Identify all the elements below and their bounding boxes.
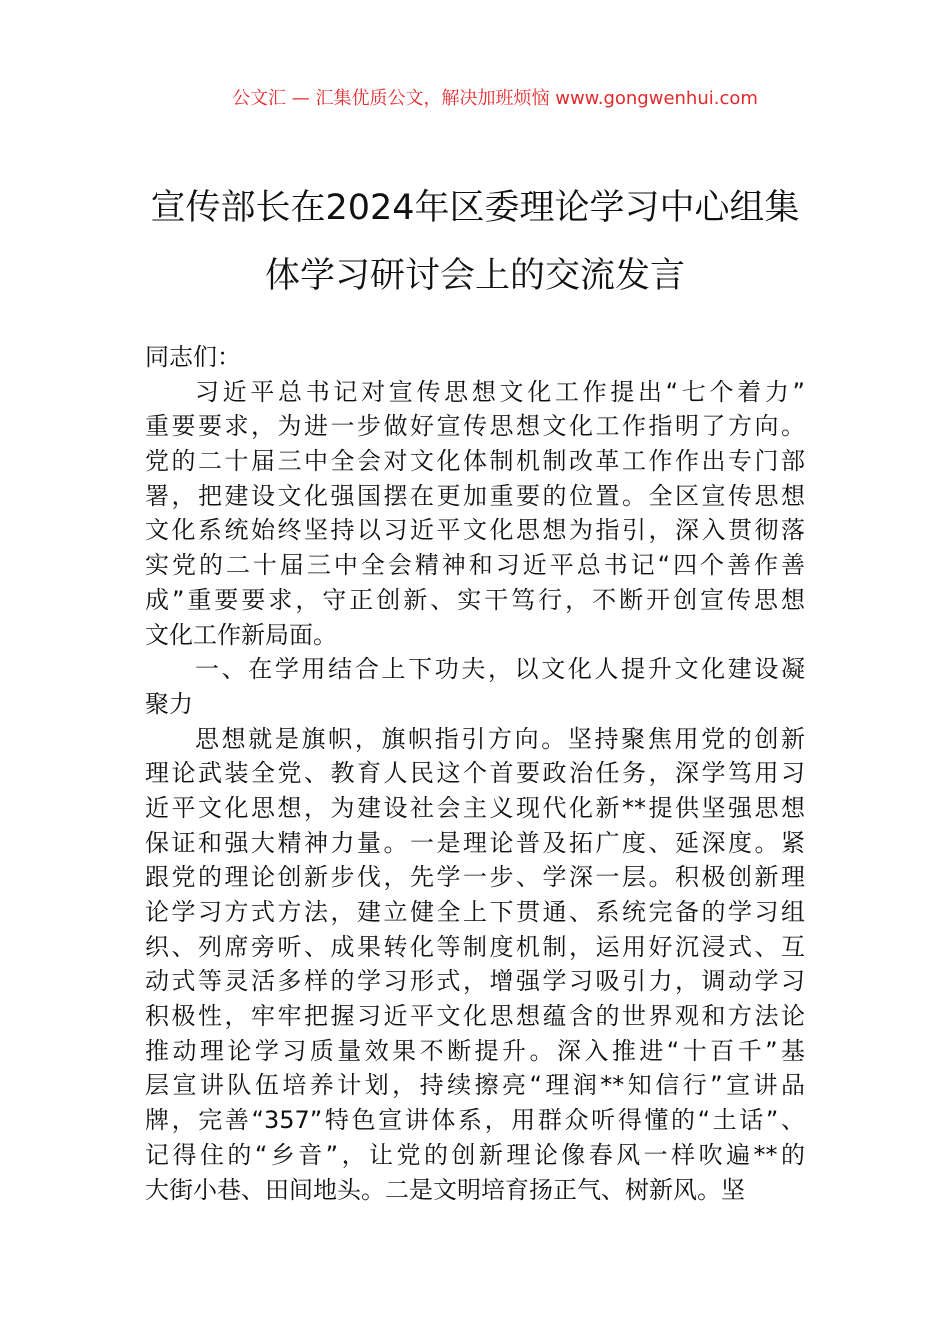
paragraph xyxy=(145,375,805,653)
text-line: 文化系统始终坚持以习近平文化思想为指引，深入贯彻落 xyxy=(145,516,805,545)
text-line: 署，把建设文化强国摆在更加重要的位置。全区宣传思想 xyxy=(145,481,805,510)
text-line: 实党的二十届三中全会精神和习近平总书记“四个善作善 xyxy=(145,551,805,580)
text-line: 思想就是旗帜，旗帜指引方向。坚持聚焦用党的创新 xyxy=(195,724,805,753)
document-body xyxy=(145,340,805,1207)
text-line: 牌，完善“357”特色宣讲体系，用群众听得懂的“土话”、 xyxy=(145,1106,805,1135)
text-line: 成”重要要求，守正创新、实干笃行，不断开创宣传思想 xyxy=(145,585,805,614)
text-line: 织、列席旁听、成果转化等制度机制，运用好沉浸式、互 xyxy=(145,932,805,961)
text-line: 文化工作新局面。 xyxy=(145,620,337,649)
text-line: 近平文化思想，为建设社会主义现代化新**提供坚强思想 xyxy=(145,793,805,822)
document-title-line-1: 宣传部长在2024年区委理论学习中心组集 xyxy=(150,188,800,228)
paragraph xyxy=(145,722,805,1208)
text-line: 习近平总书记对宣传思想文化工作提出“七个着力” xyxy=(195,377,805,406)
section-heading xyxy=(145,652,805,721)
salutation: 同志们： xyxy=(145,343,241,371)
text-line: 聚力 xyxy=(145,689,193,718)
text-line: 重要要求，为进一步做好宣传思想文化工作指明了方向。 xyxy=(145,412,805,441)
watermark-header: 公文汇 — 汇集优质公文，解决加班烦恼 www.gongwenhui.com xyxy=(232,88,758,109)
text-line: 保证和强大精神力量。一是理论普及拓广度、延深度。紧 xyxy=(145,828,805,857)
text-line: 跟党的理论创新步伐，先学一步、学深一层。积极创新理 xyxy=(145,863,805,892)
document-title-line-2: 体学习研讨会上的交流发言 xyxy=(264,256,685,296)
text-line: 一、在学用结合上下功夫，以文化人提升文化建设凝 xyxy=(195,655,805,684)
text-line: 党的二十届三中全会对文化体制机制改革工作作出专门部 xyxy=(145,447,805,476)
text-line: 大街小巷、田间地头。二是文明培育扬正气、树新风。坚 xyxy=(145,1175,745,1204)
text-line: 动式等灵活多样的学习形式，增强学习吸引力，调动学习 xyxy=(145,967,805,996)
text-line: 理论武装全党、教育人民这个首要政治任务，深学笃用习 xyxy=(145,759,805,788)
text-line: 积极性，牢牢把握习近平文化思想蕴含的世界观和方法论 xyxy=(145,1002,805,1031)
text-line: 记得住的“乡音”，让党的创新理论像春风一样吹遍**的 xyxy=(145,1140,805,1169)
text-line: 论学习方式方法，建立健全上下贯通、系统完备的学习组 xyxy=(145,898,805,926)
text-line: 层宣讲队伍培养计划，持续擦亮“理润**知信行”宣讲品 xyxy=(145,1071,805,1100)
text-line: 推动理论学习质量效果不断提升。深入推进“十百千”基 xyxy=(145,1036,805,1065)
